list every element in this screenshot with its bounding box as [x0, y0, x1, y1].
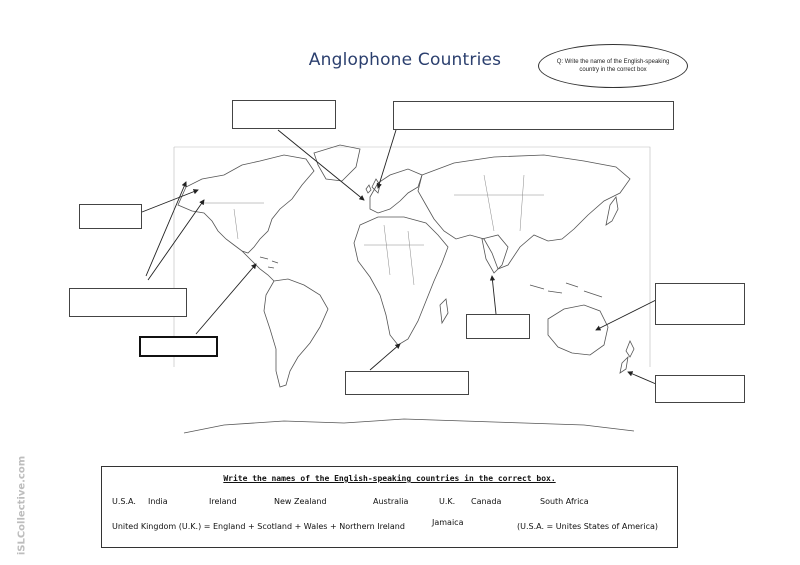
answer-box-new-zealand[interactable] [655, 375, 745, 403]
word-usa: U.S.A. [112, 497, 136, 506]
pointer-line-canada [142, 190, 198, 212]
answer-box-ireland[interactable] [232, 100, 336, 129]
word-usa-definition: (U.S.A. = Unites States of America) [517, 522, 658, 531]
word-jamaica: Jamaica [432, 518, 464, 527]
answer-box-south-africa[interactable] [345, 371, 469, 395]
word-india: India [148, 497, 168, 506]
answer-box-usa[interactable] [69, 288, 187, 317]
pointer-line-south-africa [370, 344, 400, 370]
watermark-text: iSLCollective.com [16, 455, 28, 556]
pointer-line-jamaica [196, 264, 256, 334]
word-uk: U.K. [439, 497, 456, 506]
word-bank [101, 466, 678, 548]
word-south-africa: South Africa [540, 497, 589, 506]
answer-box-australia[interactable] [655, 283, 745, 325]
answer-box-india[interactable] [466, 314, 530, 339]
answer-box-jamaica[interactable] [139, 336, 218, 357]
word-australia: Australia [373, 497, 409, 506]
pointer-line-usa-top [146, 182, 186, 276]
word-bank-heading: Write the names of the English-speaking countries in the correct box. [223, 474, 556, 483]
pointer-line-uk [378, 130, 396, 188]
answer-box-canada[interactable] [79, 204, 142, 229]
word-new-zealand: New Zealand [274, 497, 327, 506]
page-title: Anglophone Countries [308, 50, 502, 70]
word-canada: Canada [471, 497, 502, 506]
pointer-line-usa-bottom [148, 200, 204, 280]
pointer-line-australia [596, 300, 656, 330]
word-uk-definition: United Kingdom (U.K.) = England + Scotland + Wales + Northern Ireland [112, 522, 405, 531]
question-text: Q: Write the name of the English-speaking country in the correct box [556, 59, 670, 73]
pointer-line-india [492, 276, 496, 314]
watermark [12, 455, 28, 558]
pointer-line-ireland [278, 130, 364, 200]
word-ireland: Ireland [209, 497, 237, 506]
answer-box-uk[interactable] [393, 101, 674, 130]
pointer-line-new-zealand [628, 372, 656, 384]
